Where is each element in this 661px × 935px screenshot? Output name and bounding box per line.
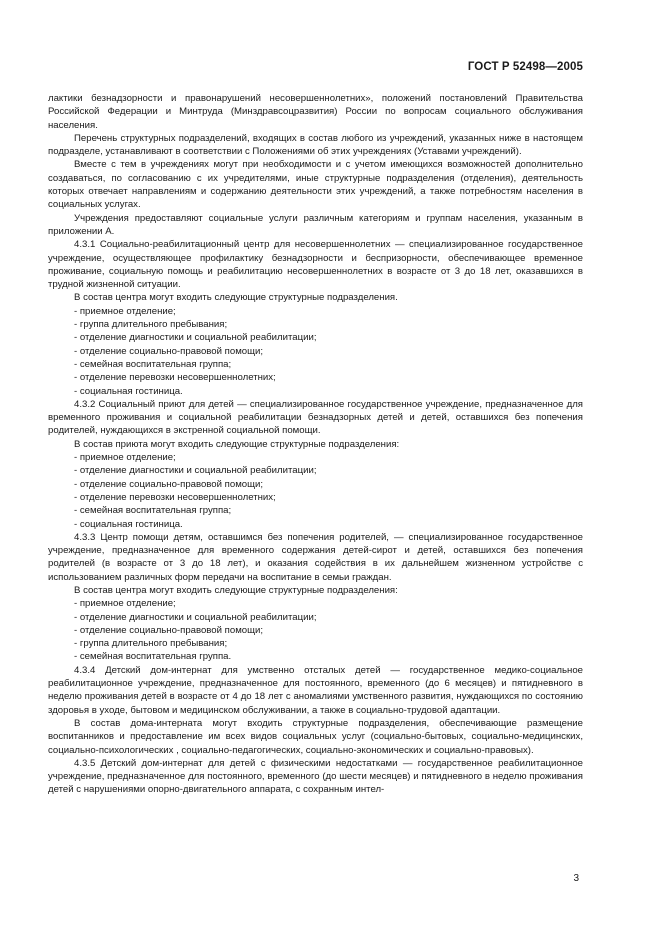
list-item: - семейная воспитательная группа. — [74, 651, 232, 663]
standard-designation: ГОСТ Р 52498—2005 — [467, 61, 583, 73]
list-item: - отделение перевозки несовершеннолетних; — [74, 491, 276, 503]
list-item: - отделение социально-правовой помощи; — [74, 345, 264, 357]
paragraph: В состав дома-интерната могут входить структурные подразделения, обеспечивающие размещение воспитанников и предоставление им всех видов социальных услуг (социально-бытовых, социально-медицинских, социально-психологических , социально-педагогических, социально-экономических и социально-правовых). — [48, 717, 583, 756]
paragraph: 4.3.1 Социально-реабилитационный центр для несовершеннолетних — специализированное государственное учреждение, осуществляющее профилактику безнадзорности и беспризорности, обеспечивающее временное проживание, социальную помощь и реабилитацию несовершеннолетних в возрасте от 3 до 18 лет, оказавшихся в трудной жизненной ситуации. — [48, 239, 583, 291]
paragraph: Вместе с тем в учреждениях могут при необходимости и с учетом имеющихся возможностей дополнительно создаваться, по согласованию с их учредителями, иные структурные подразделения (отделения), деятельность которых отвечает направлениям и содержанию деятельности этих учреждений, а также потребностям населения в социальных услугах. — [48, 159, 583, 211]
paragraph: В состав центра могут входить следующие структурные подразделения: — [74, 584, 398, 596]
paragraph: 4.3.2 Социальный приют для детей — специализированное государственное учреждение, предназначенное для временного проживания и социальной реабилитации безнадзорных детей и детей, оставшихся без попечения родителей, нуждающихся в экстренной социальной помощи. — [48, 398, 583, 437]
paragraph: Учреждения предоставляют социальные услуги различным категориям и группам населения, указанным в приложении А. — [48, 212, 583, 237]
list-item: - приемное отделение; — [74, 305, 176, 317]
paragraph: 4.3.5 Детский дом-интернат для детей с физическими недостатками — государственное реабилитационное учреждение, предназначенное для постоянного, временного (до шести месяцев) и пятидневного в неделю проживания детей с нарушениями опорно-двигательного аппарата, с сохранным интел- — [48, 757, 583, 796]
list-item: - группа длительного пребывания; — [74, 319, 228, 331]
list-item: - отделение перевозки несовершеннолетних; — [74, 372, 276, 384]
list-item: - социальная гостиница. — [74, 518, 183, 530]
list-item: - семейная воспитательная группа; — [74, 505, 232, 517]
list-item: - семейная воспитательная группа; — [74, 358, 232, 370]
paragraph: лактики безнадзорности и правонарушений несовершеннолетних», положений постановлений Правительства Российской Федерации и Минтруда (Минздравсоцразвития) России по вопросам социального обслуживания населения. — [48, 93, 583, 131]
list-item: - отделение диагностики и социальной реабилитации; — [74, 611, 317, 623]
list-item: - приемное отделение; — [74, 598, 176, 610]
paragraph: 4.3.4 Детский дом-интернат для умственно отсталых детей — государственное медико-социальное реабилитационное учреждение, предназначенное для постоянного, временного (до 6 месяцев) и пятидневного в неделю проживания детей в возрасте от 4 до 18 лет с аномалиями умственного развития, нуждающихся по состоянию здоровья в уходе, бытовом и медицинском обслуживании, а также в социально-трудовой адаптации. — [48, 664, 583, 716]
paragraph: Перечень структурных подразделений, входящих в состав любого из учреждений, указанных ниже в настоящем подразделе, устанавливают в соответствии с Положениями об этих учреждениях (Уставами учреждений). — [48, 132, 583, 158]
paragraph: 4.3.3 Центр помощи детям, оставшимся без попечения родителей, — специализированное государственное учреждение, предназначенное для временного содержания детей-сирот и детей, оставшихся без попечения родителей (в возрасте от 3 до 18 лет), и оказания содействия в их дальнейшем жизненном устройстве с использованием различных форм передачи на воспитание в семьи граждан. — [48, 531, 583, 583]
paragraph: В состав приюта могут входить следующие структурные подразделения: — [74, 438, 400, 450]
paragraph: В состав центра могут входить следующие структурные подразделения. — [74, 292, 398, 304]
list-item: - отделение диагностики и социальной реабилитации; — [74, 465, 317, 477]
list-item: - приемное отделение; — [74, 452, 176, 464]
list-item: - социальная гостиница. — [74, 385, 183, 397]
list-item: - группа длительного пребывания; — [74, 638, 228, 650]
list-item: - отделение социально-правовой помощи; — [74, 624, 264, 636]
document-body — [48, 92, 583, 797]
list-item: - отделение диагностики и социальной реабилитации; — [74, 332, 317, 344]
list-item: - отделение социально-правовой помощи; — [74, 478, 264, 490]
page-number: 3 — [573, 873, 579, 884]
